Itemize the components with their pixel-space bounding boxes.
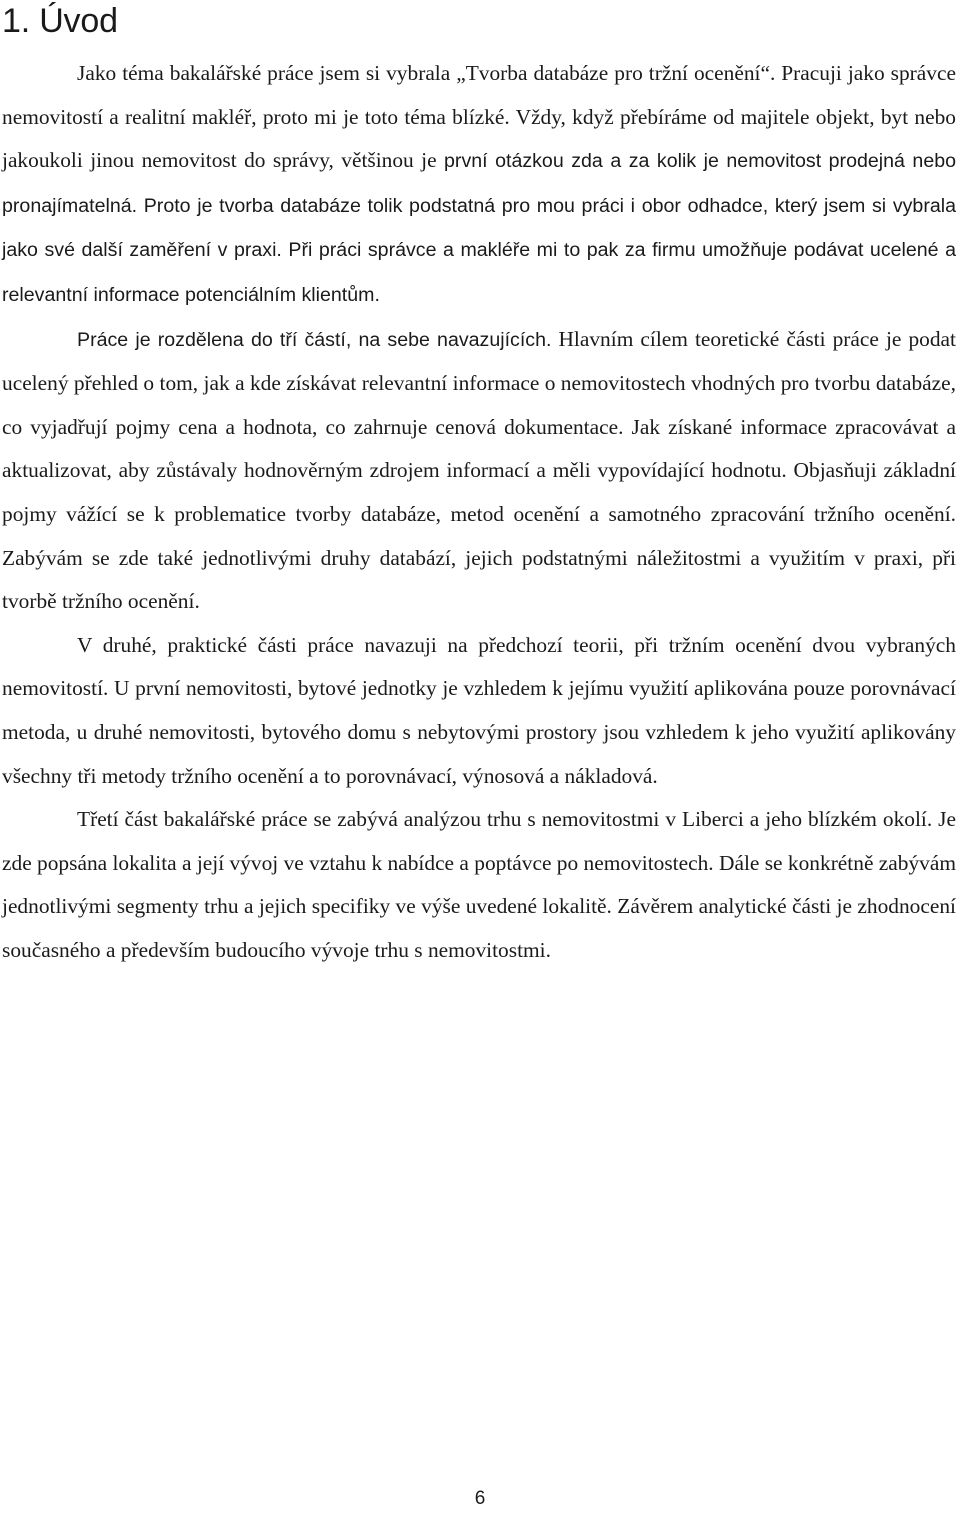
paragraph-text-segment: V druhé, praktické části práce navazuji na předchozí teorii, při tržním ocenění dvou vybraných nemovitostí. U první nemovitosti, bytové jednotky je vzhledem k jejímu využití aplikována pouze porovnávací metoda, u druhé nemovitosti, bytového domu s nebytovými prostory jsou vzhledem k jeho využití aplikovány všechny tři metody tržního ocenění a to porovnávací, výnosová a nákladová. [2, 632, 956, 788]
paragraph-text-segment: Hlavním cílem teoretické části práce je podat ucelený přehled o tom, jak a kde získávat relevantní informace o nemovitostech vhodných pro tvorbu databáze, co vyjadřují pojmy cena a hodnota, co zahrnuje cenová dokumentace. Jak získané informace zpracovávat a aktualizovat, aby zůstávaly hodnověrným zdrojem informací a měli vypovídající hodnotu. Objasňuji základní pojmy vážící se k problematice tvorby databáze, metod ocenění a samotného zpracování tržního ocenění. Zabývám se zde také jednotlivými druhy databází, jejich podstatnými náležitostmi a využitím v praxi, při tvorbě tržního ocenění. [2, 326, 956, 614]
paragraph-text-segment: Jako téma bakalářské práce jsem si vybrala „Tvorba databáze pro tržní ocenění“. Pracuji jako správce nemovitostí a realitní makléř, proto mi je toto téma blízké. Vždy, když přebíráme od majitele objekt, byt nebo jakoukoli jinou nemovitost do správy, většinou je [2, 61, 956, 173]
paragraph-text-segment: první otázkou zda a za kolik je nemovitost prodejná nebo pronajímatelná. Proto je tvorba databáze tolik podstatná pro mou práci i obor odhadce, který jsem si vybrala jako své další zaměření v praxi. Při práci správce a makléře mi to pak za firmu umožňuje podávat ucelené a relevantní informace potenciálním klientům. [2, 150, 957, 306]
paragraph-text-segment: Třetí část bakalářské práce se zabývá analýzou trhu s nemovitostmi v Liberci a jeho blízkém okolí. Je zde popsána lokalita a její vývoj ve vztahu k nabídce a poptávce po nemovitostech. Dále se konkrétně zabývám jednotlivými segmenty trhu a jejich specifiky ve výše uvedené lokalitě. Závěrem analytické části je zhodnocení současného a především budoucího vývoje trhu s nemovitostmi. [2, 807, 956, 962]
paragraph-intro [2, 52, 956, 318]
body-text [2, 52, 956, 972]
paragraph-structure [2, 318, 956, 624]
chapter-heading: 1. Úvod [2, 2, 118, 40]
paragraph-text-segment: Práce je rozdělena do tří částí, na sebe navazujících. [77, 328, 552, 351]
paragraph-analysis [2, 798, 956, 972]
paragraph-practical [2, 624, 956, 798]
page-number: 6 [474, 1488, 486, 1509]
